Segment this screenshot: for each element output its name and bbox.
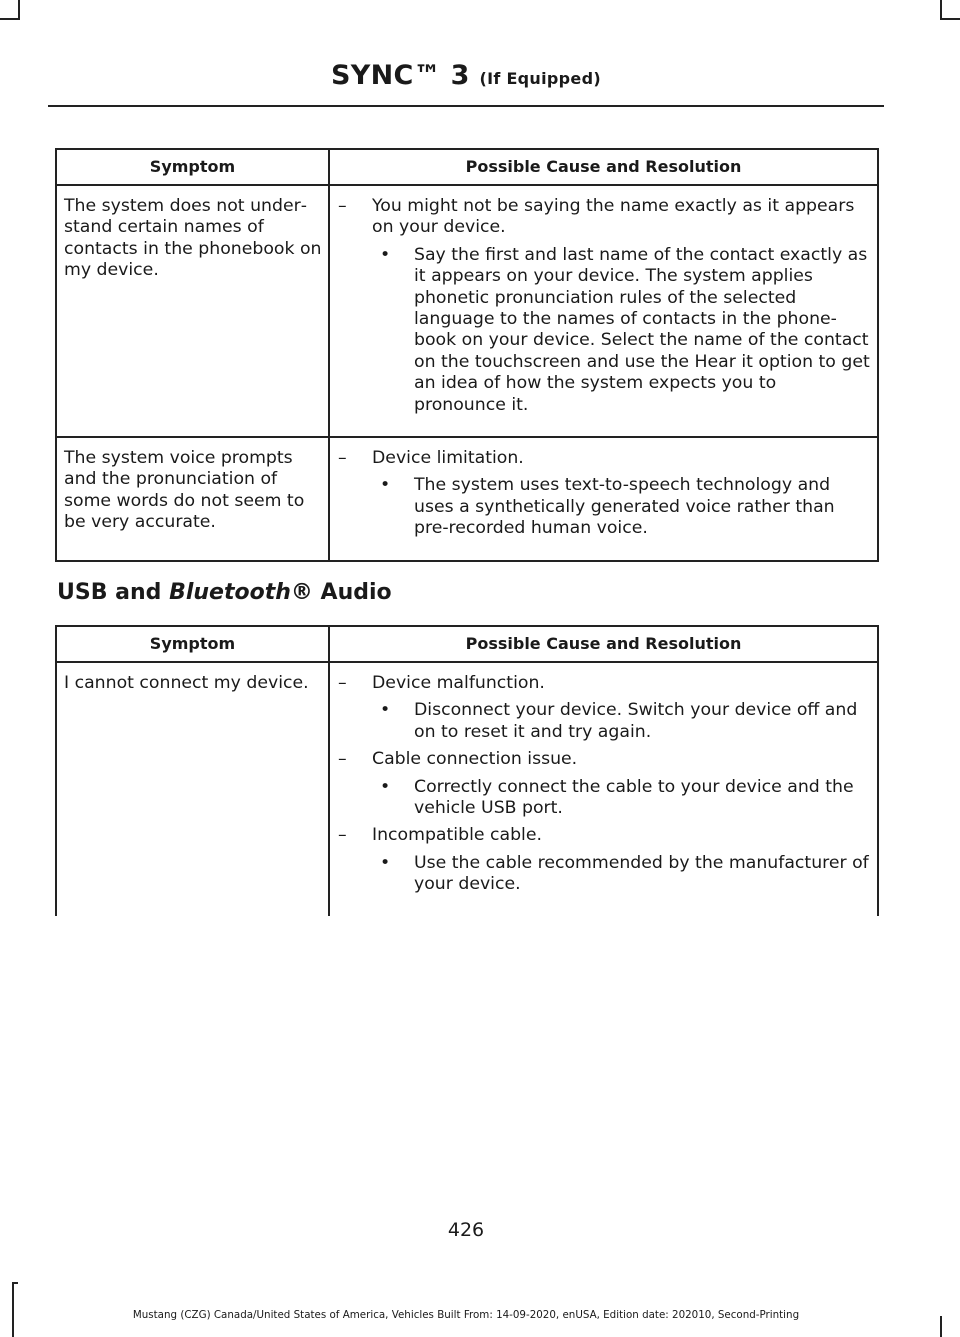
resolution-item (380, 475, 871, 539)
section-title-prefix: USB and (57, 580, 170, 605)
header-title: SYNC™ 3 (331, 60, 470, 91)
crop-mark-top-left (0, 18, 18, 20)
crop-mark-bottom-right (940, 1316, 942, 1337)
column-header-resolution: Possible Cause and Resolution (329, 149, 878, 185)
bullet-marker: • (380, 700, 391, 721)
dash-marker: – (338, 196, 347, 216)
resolution-item (380, 853, 871, 896)
dash-marker: – (338, 448, 347, 469)
dash-marker: – (338, 749, 347, 770)
crop-mark-top-right (940, 0, 942, 20)
crop-mark-top-right (940, 18, 960, 20)
table-row (56, 662, 878, 916)
cause-item (338, 825, 871, 846)
symptom-cell: The system does not understand certain names of contacts in the phonebook on my device. (56, 185, 329, 437)
cause-text: Cable connection issue. (372, 749, 578, 770)
cause-text: Incompatible cable. (372, 825, 542, 846)
resolution-text: Use the cable recommended by the manufacturer of your device. (414, 852, 869, 895)
cause-item (338, 673, 871, 694)
resolution-text: The system uses text-to-speech technology and uses a synthetically generated voice rather than pre-recorded human voice. (414, 475, 835, 539)
cause-text: Device limitation. (372, 448, 524, 469)
bullet-marker: • (380, 244, 391, 265)
crop-mark-top-left (18, 0, 20, 20)
resolution-item (380, 777, 871, 820)
page-number: 426 (447, 1219, 485, 1241)
cause-item (338, 196, 871, 239)
section-title (57, 580, 392, 605)
symptom-cell: The system voice prompts and the pronunciation of some words do not seem to be very accurate. (56, 437, 329, 561)
troubleshooting-table (55, 148, 879, 562)
section-title-italic: Bluetooth (169, 580, 291, 605)
table-header-row (56, 626, 878, 662)
cause-item (338, 448, 871, 469)
symptom-cell: I cannot connect my device. (56, 662, 329, 916)
resolution-cell (329, 437, 878, 561)
column-header-symptom: Symptom (56, 626, 329, 662)
bullet-marker: • (380, 475, 391, 496)
resolution-cell (329, 185, 878, 437)
resolution-text: Correctly connect the cable to your device and the vehicle USB port. (414, 776, 854, 819)
bullet-marker: • (380, 776, 391, 797)
troubleshooting-table-usb-bluetooth (55, 625, 879, 916)
column-header-symptom: Symptom (56, 149, 329, 185)
table-row (56, 185, 878, 437)
resolution-item (380, 245, 871, 416)
cause-text: You might not be saying the name exactly as it appears on your device. (372, 196, 855, 238)
page-header (48, 60, 884, 91)
table-header-row (56, 149, 878, 185)
resolution-cell (329, 662, 878, 916)
crop-mark-bottom-left (12, 1282, 18, 1284)
resolution-text: Disconnect your device. Switch your device off and on to reset it and try again. (414, 700, 858, 742)
header-rule (48, 105, 884, 107)
cause-text: Device malfunction. (372, 673, 545, 693)
table-row (56, 437, 878, 561)
footer-text: Mustang (CZG) Canada/United States of America, Vehicles Built From: 14-09-2020, enUSA, Edition date: 202010, Second-Printing (132, 1309, 800, 1321)
bullet-marker: • (380, 852, 391, 873)
dash-marker: – (338, 673, 347, 693)
resolution-text: Say the first and last name of the contact exactly as it appears on your device. The system applies phonetic pronunciation rules of the selected language to the names of contacts in the phonebook on your device. Select the name of the contact on the touchscreen and use the Hear it option to get an idea of how the system expects you to pronounce it. (414, 244, 870, 415)
dash-marker: – (338, 825, 347, 846)
section-title-suffix: ® Audio (290, 580, 392, 605)
column-header-resolution: Possible Cause and Resolution (329, 626, 878, 662)
resolution-item (380, 700, 871, 743)
cause-item (338, 749, 871, 770)
header-subtitle: (If Equipped) (479, 69, 601, 88)
